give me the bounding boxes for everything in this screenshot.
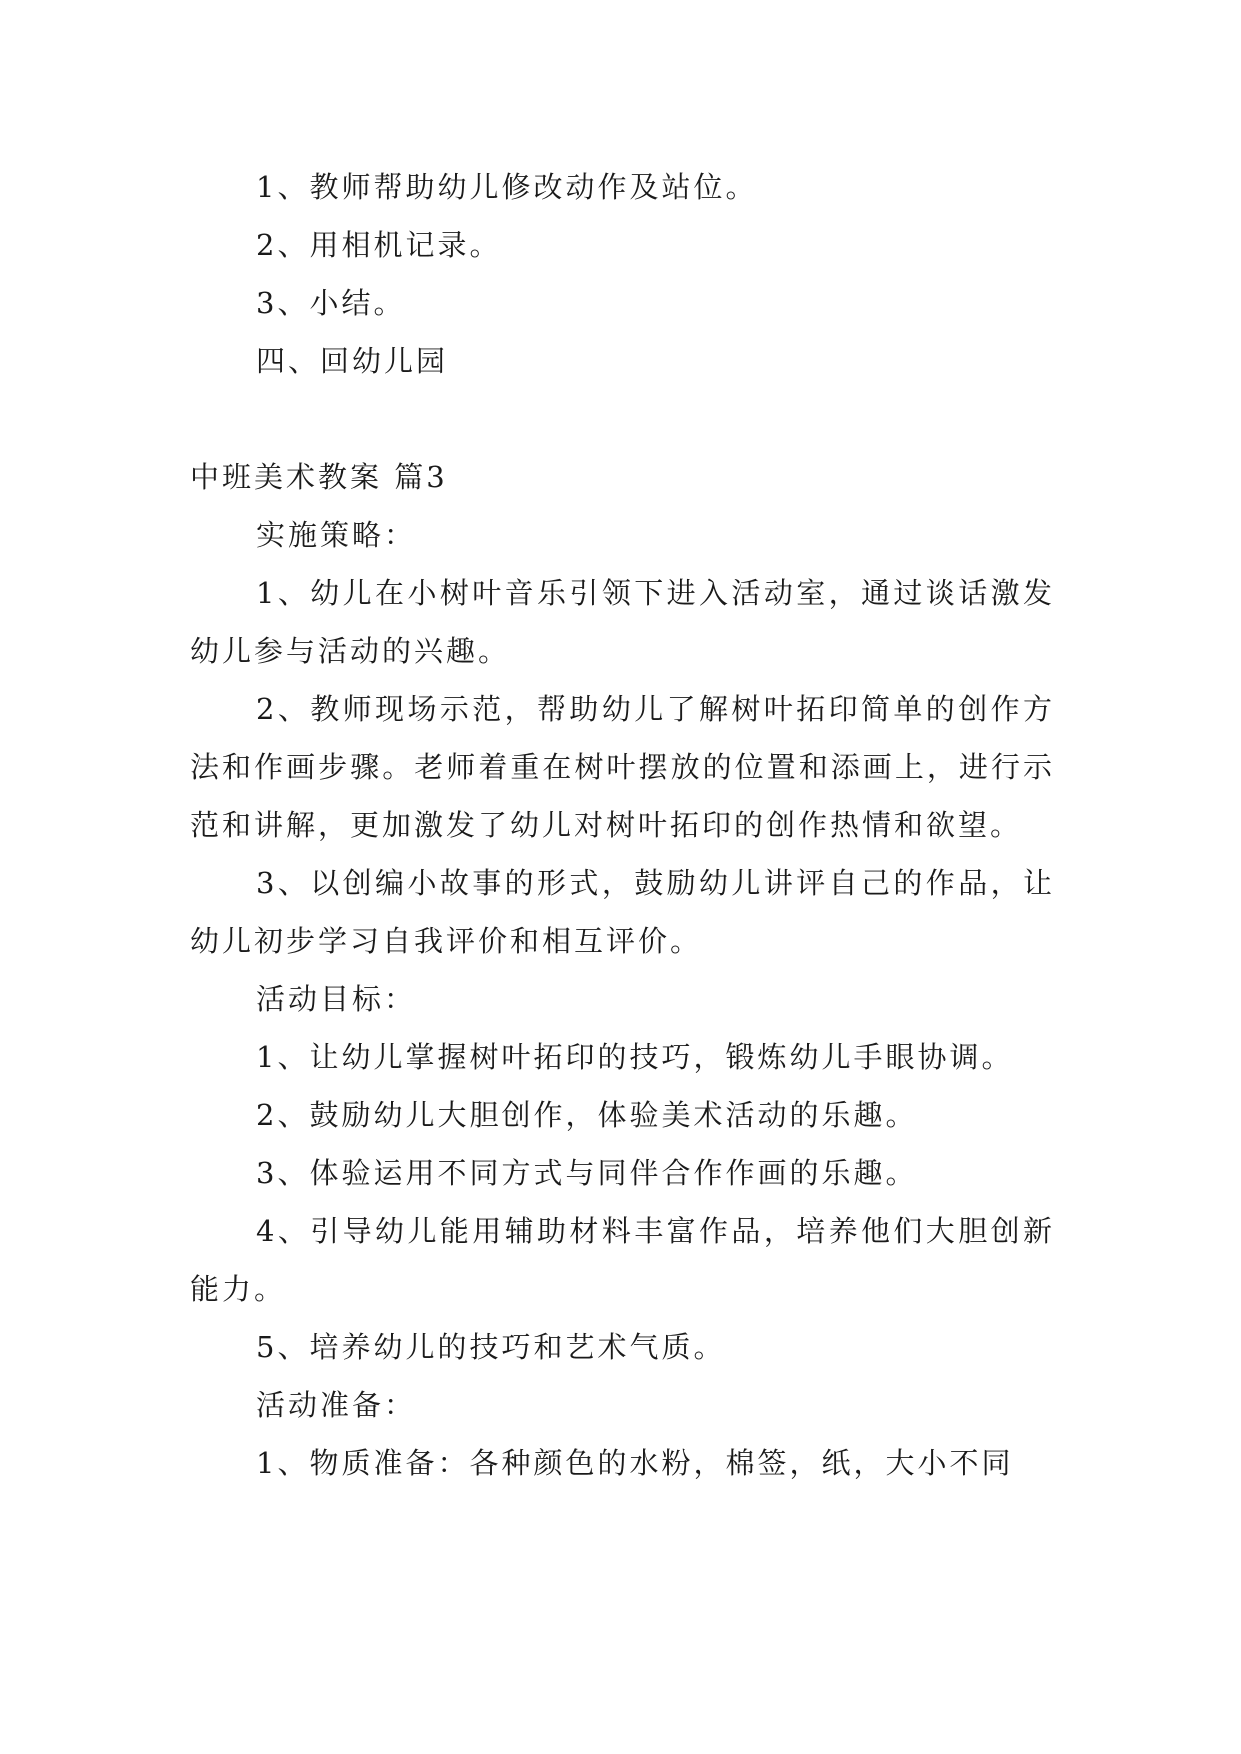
paragraph-goal-5: 5、培养幼儿的技巧和艺术气质。 xyxy=(256,1330,726,1364)
paragraph-goal-1: 1、让幼儿掌握树叶拓印的技巧，锻炼幼儿手眼协调。 xyxy=(256,1040,1014,1074)
paragraph-goal-3: 3、体验运用不同方式与同伴合作作画的乐趣。 xyxy=(256,1156,918,1190)
paragraph-top-2: 2、用相机记录。 xyxy=(256,228,502,262)
document-body xyxy=(190,158,1055,1492)
paragraph-top-1: 1、教师帮助幼儿修改动作及站位。 xyxy=(256,170,758,204)
paragraph-strategy-heading: 实施策略： xyxy=(256,518,417,552)
paragraph-top-4: 四、回幼儿园 xyxy=(256,344,449,378)
paragraph-prep-heading: 活动准备： xyxy=(256,1388,417,1422)
paragraph-strategy-2: 2、教师现场示范，帮助幼儿了解树叶拓印简单的创作方法和作画步骤。老师着重在树叶摆放的位置和添画上，进行示范和讲解，更加激发了幼儿对树叶拓印的创作热情和欲望。 xyxy=(190,692,1055,842)
paragraph-goals-heading: 活动目标： xyxy=(256,982,417,1016)
paragraph-prep-1: 1、物质准备：各种颜色的水粉，棉签，纸，大小不同 xyxy=(256,1446,1014,1480)
paragraph-strategy-3: 3、以创编小故事的形式，鼓励幼儿讲评自己的作品，让幼儿初步学习自我评价和相互评价。 xyxy=(190,866,1055,958)
paragraph-goal-4: 4、引导幼儿能用辅助材料丰富作品，培养他们大胆创新能力。 xyxy=(190,1214,1055,1306)
paragraph-top-3: 3、小结。 xyxy=(256,286,406,320)
section-title: 中班美术教案 篇3 xyxy=(190,460,448,494)
section-spacer xyxy=(190,390,1055,448)
paragraph-goal-2: 2、鼓励幼儿大胆创作，体验美术活动的乐趣。 xyxy=(256,1098,918,1132)
paragraph-strategy-1: 1、幼儿在小树叶音乐引领下进入活动室，通过谈话激发幼儿参与活动的兴趣。 xyxy=(190,576,1055,668)
